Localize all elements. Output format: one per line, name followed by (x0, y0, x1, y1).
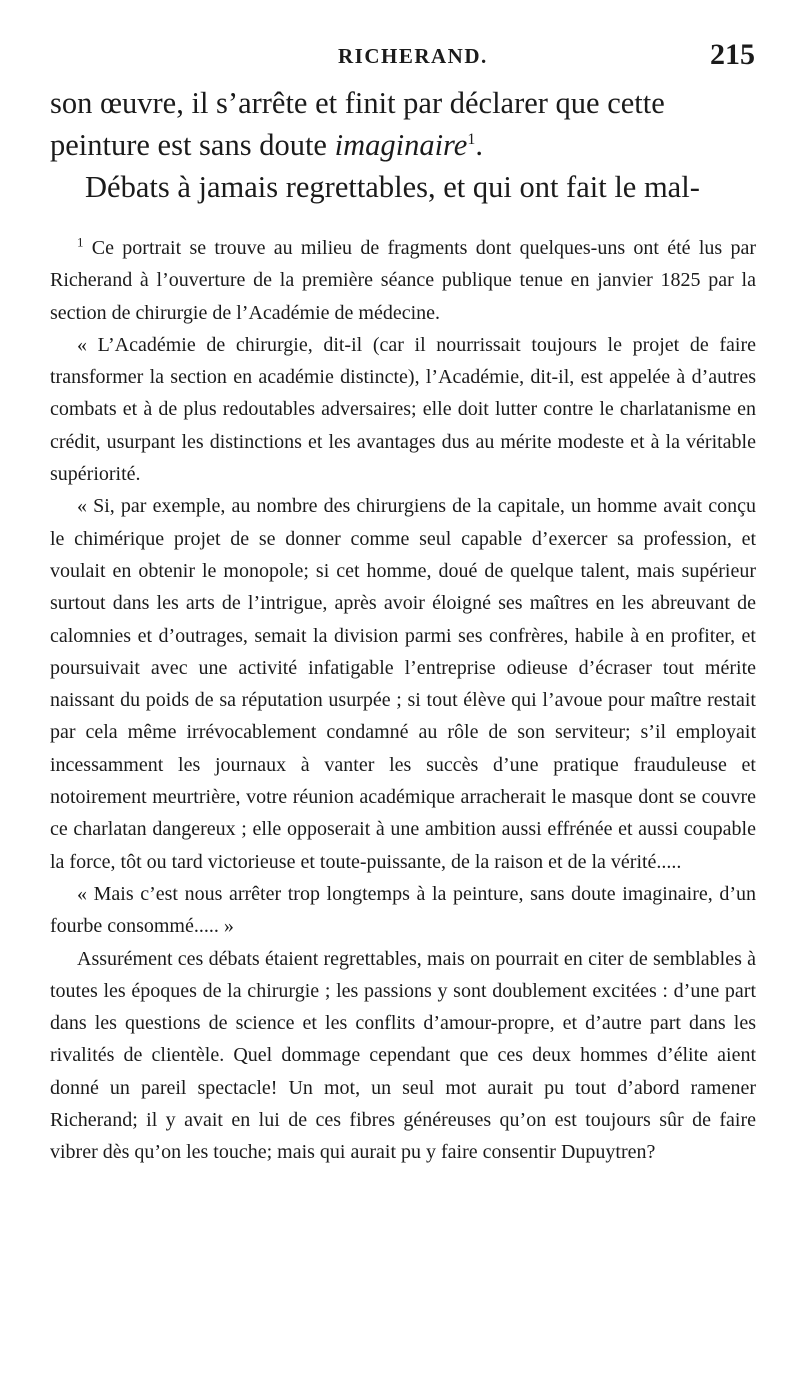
footnote-paragraph-text: Ce portrait se trouve au milieu de fragments dont quelques-uns ont été lus par Richerand à l’ouverture de la première séance publique tenue en janvier 1825 par la section de chirurgie de l’Académie de médecine. (50, 237, 757, 324)
page-number: 215 (710, 38, 755, 71)
footnote-block (50, 232, 756, 1169)
main-line-3: Débats à jamais regrettables, et qui ont fait le mal- (85, 170, 700, 204)
footnote-reference: 1 (467, 130, 476, 148)
page-header (50, 38, 755, 78)
main-line-2-text: peinture est sans doute (50, 128, 335, 162)
footnote-paragraph: Assurément ces débats étaient regrettables, mais on pourrait en citer de semblables à toutes les époques de la chirurgie ; les passions y sont doublement excitées : d’une part dans les questions de science et les conflits d’amour-propre, et d’autre part dans les rivalités de clientèle. Quel dommage cependant que ces deux hommes d’élite aient donné un pareil spectacle! Un mot, un seul mot aurait pu tout d’abord ramener Richerand; il y avait en lui de ces fibres généreuses qu’on est toujours sûr de faire vibrer dès qu’on les touche; mais qui aurait pu y faire consentir Dupuytren? (50, 947, 756, 1164)
footnote-paragraph: « Mais c’est nous arrêter trop longtemps à la peinture, sans doute imaginaire, d’un fourbe consommé..... » (50, 882, 756, 938)
footnote-marker: 1 (77, 234, 84, 250)
footnote-paragraph: « L’Académie de chirurgie, dit-il (car il nourrissait toujours le projet de faire transformer la section en académie distincte), l’Académie, dit-il, est appelée à d’autres combats et à de plus redoutables adversaires; elle doit lutter contre le charlatanisme en crédit, usurpant les distinctions et les avantages dus au mérite modeste et à la véritable supériorité. (50, 333, 756, 486)
main-line-2 (50, 124, 755, 166)
main-line-1: son œuvre, il s’arrête et finit par déclarer que cette (50, 86, 665, 120)
footnote-paragraph: « Si, par exemple, au nombre des chirurgiens de la capitale, un homme avait conçu le chimérique projet de se donner comme seul capable d’exercer sa profession, et voulait en obtenir le monopole; si cet homme, doué de quelque talent, mais supérieur surtout dans les arts de l’intrigue, après avoir éloigné ses maîtres en les abreuvant de calomnies et d’outrages, semait la division parmi ses confrères, habile à en profiter, et poursuivait avec une activité infatigable l’entreprise odieuse d’écraser tout mérite naissant du poids de sa réputation usurpée ; si tout élève qui l’avoue pour maître restait par cela même irrévocablement condamné au rôle de son serviteur; s’il employait incessamment les journaux à vanter les succès d’une pratique frauduleuse et notoirement meurtrière, votre réunion académique arracherait le masque dont se couvre ce charlatan dangereux ; elle opposerait à une ambition aussi effrénée et aussi coupable la force, tôt ou tard victorieuse et toute-puissante, de la raison et de la vérité..... (50, 495, 756, 873)
italic-word: imaginaire (334, 128, 468, 162)
footnote-paragraph (50, 232, 756, 329)
main-line-2-end: . (475, 128, 483, 162)
main-text (50, 82, 755, 208)
running-title: RICHERAND. (338, 44, 488, 68)
